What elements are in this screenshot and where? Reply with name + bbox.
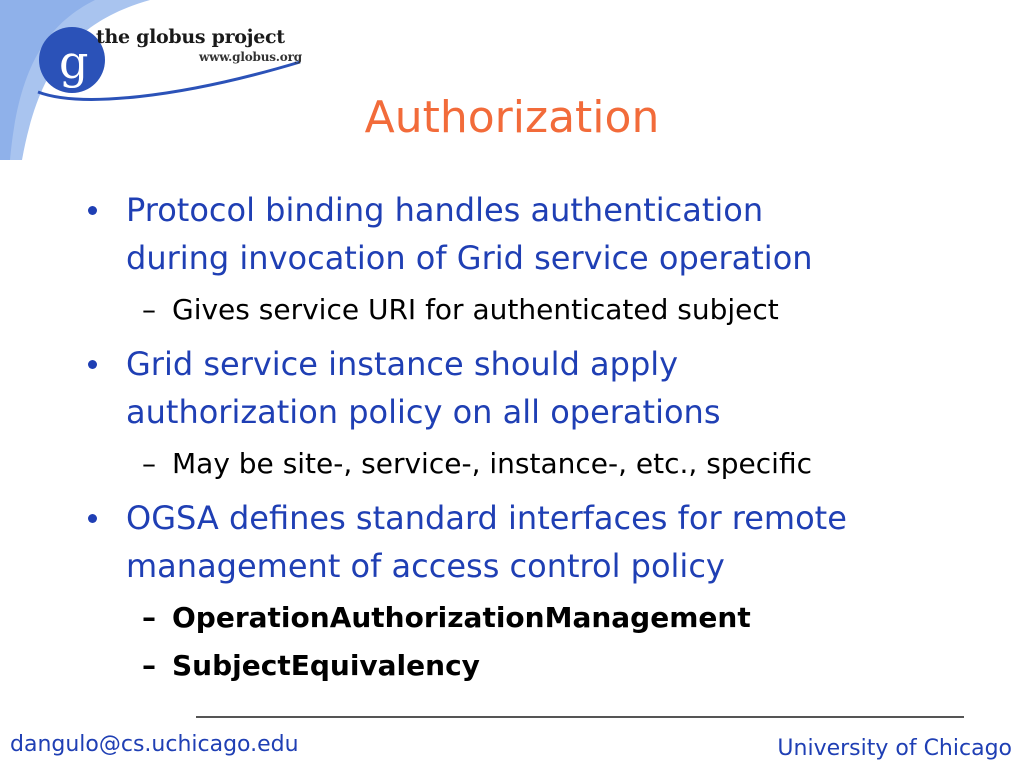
- bullet-1-line-2: during invocation of Grid service operation: [126, 239, 813, 277]
- bullet-3-line-1: OGSA defines standard interfaces for remote: [126, 499, 847, 537]
- slide-title: Authorization: [364, 92, 660, 143]
- logo-url: www.globus.org: [199, 50, 302, 64]
- bullet-3-line-2: management of access control policy: [126, 547, 725, 585]
- dash-icon: –: [142, 649, 156, 682]
- sub-bullet-2-1-text: May be site-, service-, instance-, etc., specific: [172, 447, 812, 480]
- sub-bullet-1-1: [86, 286, 986, 334]
- globus-logo-letter: g: [59, 35, 89, 89]
- bullet-2-line-1: Grid service instance should apply: [126, 345, 679, 383]
- sub-bullet-3-2: [86, 642, 986, 690]
- bullet-dot-icon: [88, 514, 97, 523]
- bullet-1: [86, 186, 986, 282]
- bullet-2: [86, 340, 986, 436]
- footer-divider: [196, 716, 964, 718]
- footer-email[interactable]: dangulo@cs.uchicago.edu: [10, 732, 299, 757]
- logo-name: the globus project: [96, 26, 285, 48]
- footer-institution: University of Chicago: [777, 736, 1012, 761]
- sub-bullet-2-1: [86, 440, 986, 488]
- dash-icon: –: [142, 293, 156, 326]
- bullet-2-line-2: authorization policy on all operations: [126, 393, 721, 431]
- sub-bullet-3-1-text: OperationAuthorizationManagement: [172, 601, 751, 634]
- sub-bullet-3-1: [86, 594, 986, 642]
- bullet-dot-icon: [88, 360, 97, 369]
- bullet-1-line-1: Protocol binding handles authentication: [126, 191, 764, 229]
- sub-bullet-1-1-text: Gives service URI for authenticated subject: [172, 293, 779, 326]
- bullet-3: [86, 494, 986, 590]
- dash-icon: –: [142, 447, 156, 480]
- dash-icon: –: [142, 601, 156, 634]
- bullet-dot-icon: [88, 206, 97, 215]
- sub-bullet-3-2-text: SubjectEquivalency: [172, 649, 480, 682]
- bullet-list: [86, 186, 986, 690]
